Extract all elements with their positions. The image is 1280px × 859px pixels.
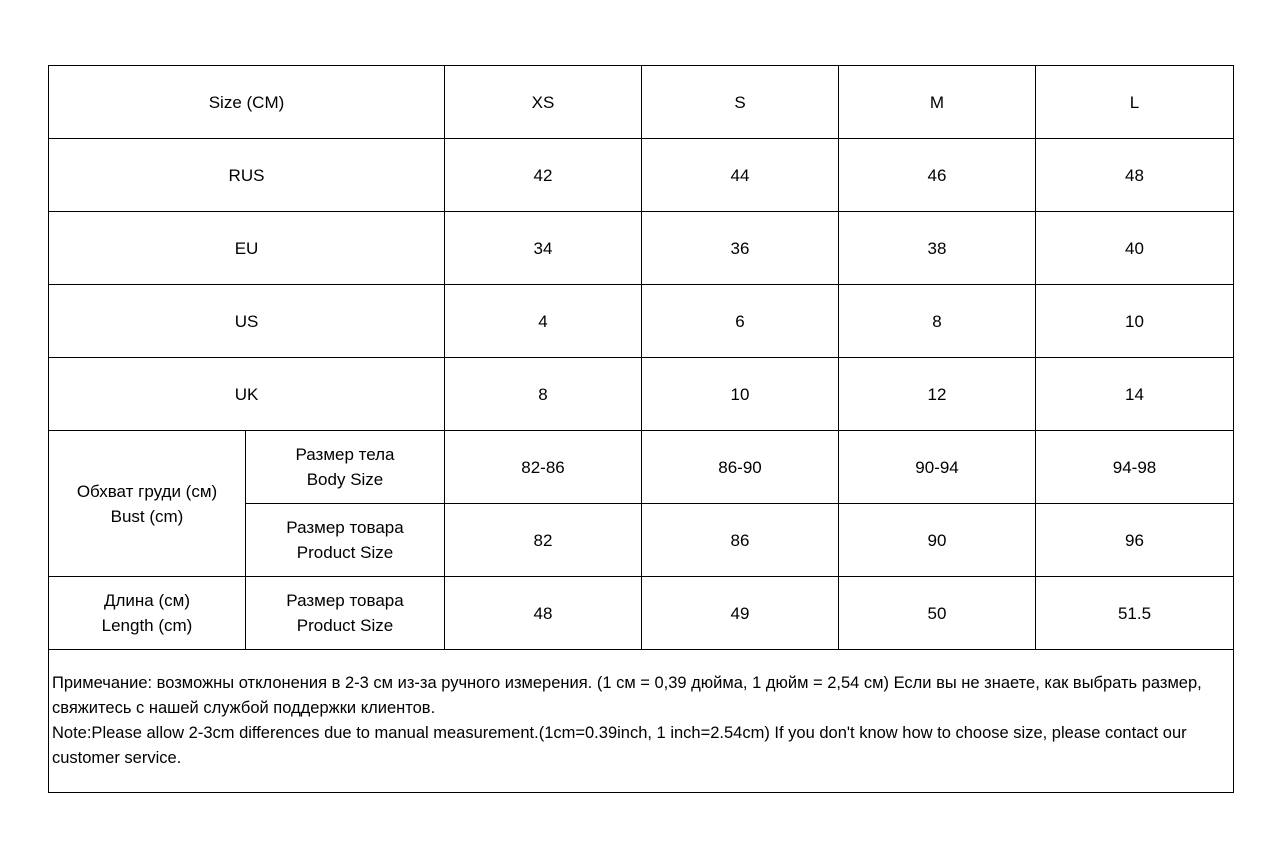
rus-xs: 42 — [445, 139, 642, 212]
length-l: 51.5 — [1036, 577, 1234, 650]
bust-body-l: 94-98 — [1036, 431, 1234, 504]
bust-product-l: 96 — [1036, 504, 1234, 577]
bust-product-s: 86 — [642, 504, 839, 577]
size-header-label: Size (CM) — [49, 66, 445, 139]
row-label-rus: RUS — [49, 139, 445, 212]
us-xs: 4 — [445, 285, 642, 358]
length-product-size-label-ru: Размер товара — [286, 591, 404, 610]
rus-m: 46 — [839, 139, 1036, 212]
size-header-m: M — [839, 66, 1036, 139]
rus-s: 44 — [642, 139, 839, 212]
bust-product-m: 90 — [839, 504, 1036, 577]
table-row-eu — [49, 212, 1234, 285]
length-label-en: Length (cm) — [101, 616, 193, 635]
eu-m: 38 — [839, 212, 1036, 285]
table-row-us — [49, 285, 1234, 358]
body-size-label-ru: Размер тела — [295, 445, 395, 464]
size-chart-table — [48, 65, 1234, 793]
rus-l: 48 — [1036, 139, 1234, 212]
bust-product-size-label-en: Product Size — [296, 543, 394, 562]
body-size-label-en: Body Size — [306, 470, 384, 489]
bust-label-en: Bust (cm) — [110, 506, 184, 526]
size-header-xs: XS — [445, 66, 642, 139]
eu-xs: 34 — [445, 212, 642, 285]
length-label — [49, 577, 246, 650]
bust-body-s: 86-90 — [642, 431, 839, 504]
table-row-rus — [49, 139, 1234, 212]
length-xs: 48 — [445, 577, 642, 650]
row-label-uk: UK — [49, 358, 445, 431]
row-label-eu: EU — [49, 212, 445, 285]
note-text-en: Note:Please allow 2-3cm differences due to manual measurement.(1cm=0.39inch, 1 inch=2.54cm) If you don't know how to choose size, please contact our customer service. — [52, 724, 1187, 767]
note-row — [49, 650, 1234, 793]
eu-l: 40 — [1036, 212, 1234, 285]
bust-label — [49, 431, 246, 577]
length-s: 49 — [642, 577, 839, 650]
bust-product-xs: 82 — [445, 504, 642, 577]
body-size-label — [246, 431, 445, 504]
length-label-ru: Длина (см) — [103, 591, 190, 610]
note-text-ru: Примечание: возможны отклонения в 2-3 см из-за ручного измерения. (1 см = 0,39 дюйма, 1 дюйм = 2,54 см) Если вы не знаете, как выбрать размер, свяжитесь с нашей службой поддержки клиентов. — [52, 674, 1202, 717]
size-header-l: L — [1036, 66, 1234, 139]
uk-l: 14 — [1036, 358, 1234, 431]
table-row-bust-body — [49, 431, 1234, 504]
size-header-s: S — [642, 66, 839, 139]
length-product-size-label-en: Product Size — [296, 616, 394, 635]
table-row-uk — [49, 358, 1234, 431]
length-product-size-label — [246, 577, 445, 650]
header-row — [49, 66, 1234, 139]
bust-body-m: 90-94 — [839, 431, 1036, 504]
uk-s: 10 — [642, 358, 839, 431]
row-label-us: US — [49, 285, 445, 358]
table-row-length — [49, 577, 1234, 650]
note-cell — [49, 650, 1234, 793]
eu-s: 36 — [642, 212, 839, 285]
uk-xs: 8 — [445, 358, 642, 431]
bust-label-ru: Обхват груди (см) — [76, 481, 218, 501]
bust-product-size-label — [246, 504, 445, 577]
us-m: 8 — [839, 285, 1036, 358]
uk-m: 12 — [839, 358, 1036, 431]
bust-product-size-label-ru: Размер товара — [286, 518, 404, 537]
us-s: 6 — [642, 285, 839, 358]
bust-body-xs: 82-86 — [445, 431, 642, 504]
us-l: 10 — [1036, 285, 1234, 358]
length-m: 50 — [839, 577, 1036, 650]
